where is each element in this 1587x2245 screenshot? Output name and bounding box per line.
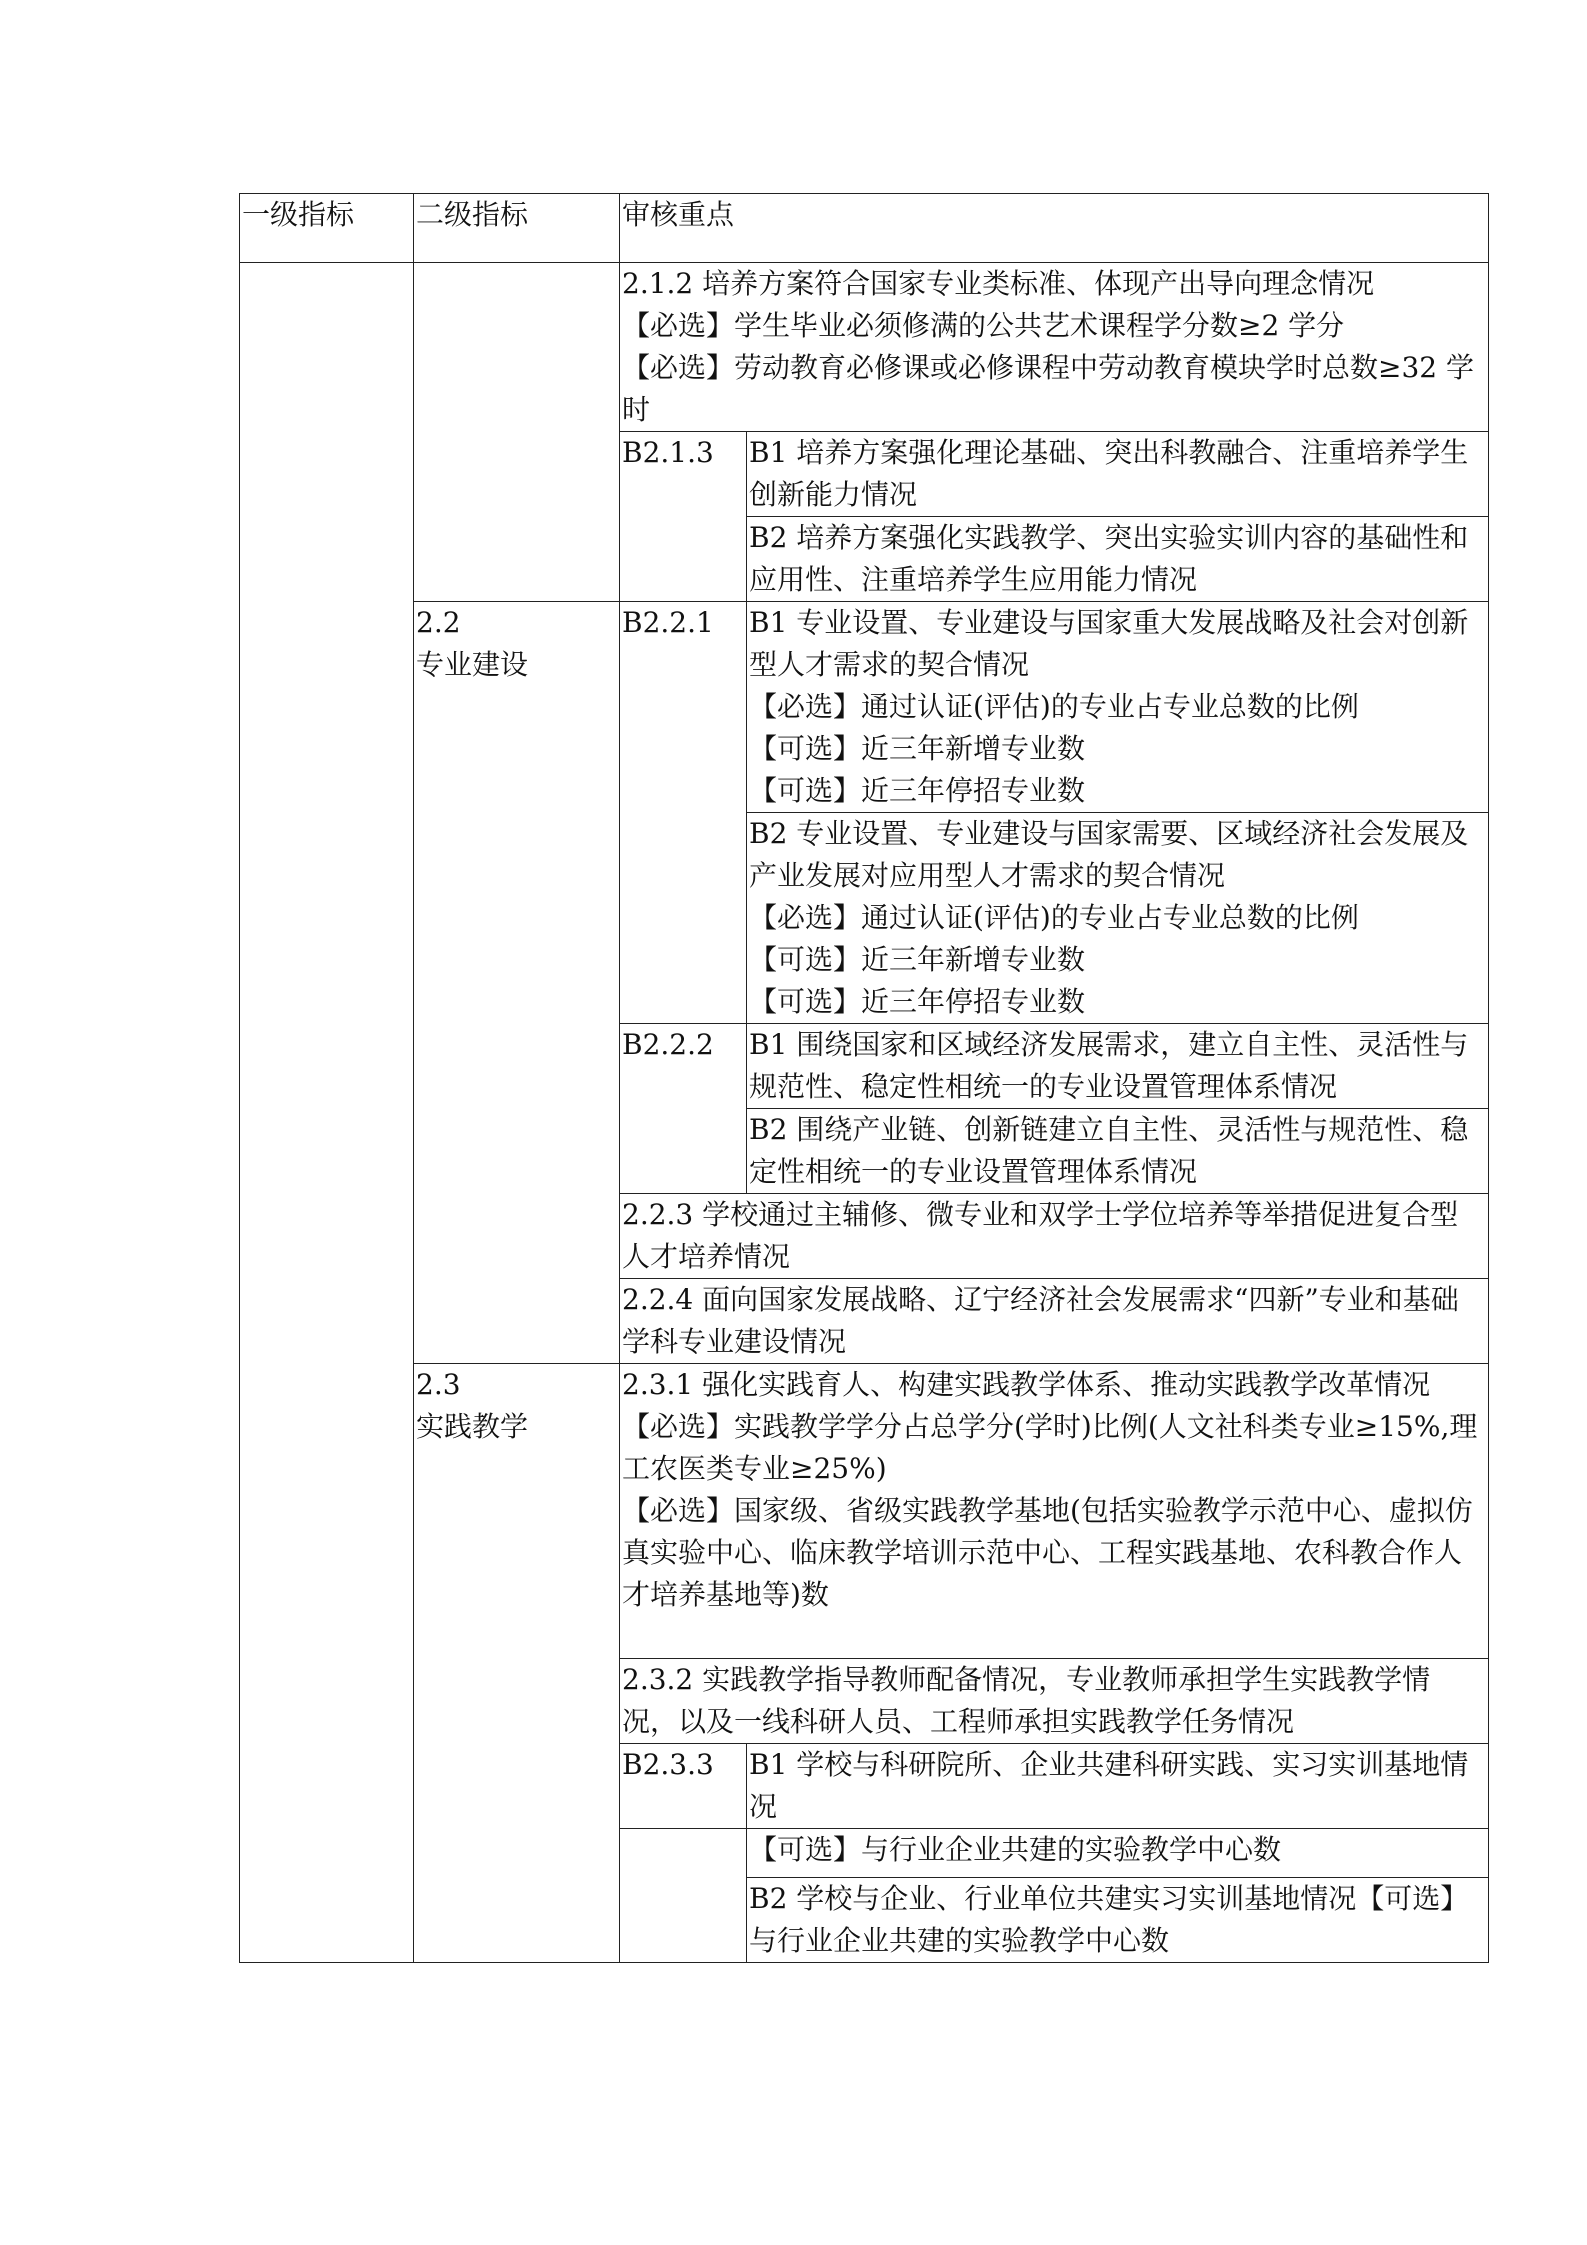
header-level2: 二级指标: [414, 194, 620, 263]
section-2-2-number: 2.2: [416, 606, 461, 639]
header-focus: 审核重点: [620, 194, 1489, 263]
code-b2-2-1: B2.2.1: [620, 602, 747, 1024]
item-b2-2-1-b1-title: B1 专业设置、专业建设与国家重大发展战略及社会对创新型人才需求的契合情况: [749, 606, 1469, 681]
level1-cell: [240, 263, 414, 1963]
header-level1: 一级指标: [240, 194, 414, 263]
item-b2-2-2-b2: B2 围绕产业链、创新链建立自主性、灵活性与规范性、稳定性相统一的专业设置管理体系情况: [747, 1109, 1489, 1194]
code-b2-3-3: B2.3.3: [620, 1744, 747, 1829]
level2-cell-2-1: [414, 263, 620, 602]
item-2-2-4: 2.2.4 面向国家发展战略、辽宁经济社会发展需求“四新”专业和基础学科专业建设情况: [620, 1279, 1489, 1364]
item-2-3-2: 2.3.2 实践教学指导教师配备情况，专业教师承担学生实践教学情况，以及一线科研人员、工程师承担实践教学任务情况: [620, 1659, 1489, 1744]
audit-criteria-table: [239, 193, 1489, 1963]
item-2-3-1: [620, 1364, 1489, 1659]
level2-cell-2-2: [414, 602, 620, 1364]
item-2-1-2-required-1: 【必选】学生毕业必须修满的公共艺术课程学分数≥2 学分: [622, 309, 1345, 342]
item-2-3-1-required-1: 【必选】实践教学学分占总学分(学时)比例(人文社科类专业≥15%,理工农医类专业≥25%): [622, 1410, 1478, 1485]
item-2-1-2-title: 2.1.2 培养方案符合国家专业类标准、体现产出导向理念情况: [622, 267, 1375, 300]
code-b2-1-3: B2.1.3: [620, 432, 747, 602]
item-2-3-1-title: 2.3.1 强化实践育人、构建实践教学体系、推动实践教学改革情况: [622, 1368, 1431, 1401]
item-2-1-2-required-2: 【必选】劳动教育必修课或必修课程中劳动教育模块学时总数≥32 学时: [622, 351, 1474, 426]
item-b2-2-1-b1: [747, 602, 1489, 813]
section-2-2-name: 专业建设: [416, 648, 529, 681]
code-b2-3-3-continued: [620, 1829, 747, 1963]
item-b2-2-1-b2-optional-2: 【可选】近三年停招专业数: [749, 985, 1086, 1018]
item-2-1-2: [620, 263, 1489, 432]
item-2-3-1-required-2: 【必选】国家级、省级实践教学基地(包括实验教学示范中心、虚拟仿真实验中心、临床教学培训示范中心、工程实践基地、农科教合作人才培养基地等)数: [622, 1494, 1473, 1611]
item-b2-3-3-b1: B1 学校与科研院所、企业共建科研实践、实习实训基地情况: [747, 1744, 1489, 1829]
item-b2-2-1-b2: [747, 813, 1489, 1024]
item-b2-2-1-b2-required: 【必选】通过认证(评估)的专业占专业总数的比例: [749, 901, 1359, 934]
table-row: [240, 1364, 1489, 1659]
table-row: [240, 602, 1489, 813]
table-header-row: [240, 194, 1489, 263]
item-b2-3-3-b2: B2 学校与企业、行业单位共建实习实训基地情况【可选】与行业企业共建的实验教学中心数: [747, 1878, 1489, 1963]
section-2-3-name: 实践教学: [416, 1410, 529, 1443]
item-b2-3-3-optional: 【可选】与行业企业共建的实验教学中心数: [747, 1829, 1489, 1878]
code-b2-2-2: B2.2.2: [620, 1024, 747, 1194]
item-b2-1-3-b2: B2 培养方案强化实践教学、突出实验实训内容的基础性和应用性、注重培养学生应用能力情况: [747, 517, 1489, 602]
item-b2-2-1-b1-required: 【必选】通过认证(评估)的专业占专业总数的比例: [749, 690, 1359, 723]
item-b2-2-2-b1: B1 围绕国家和区域经济发展需求，建立自主性、灵活性与规范性、稳定性相统一的专业设置管理体系情况: [747, 1024, 1489, 1109]
item-2-2-3: 2.2.3 学校通过主辅修、微专业和双学士学位培养等举措促进复合型人才培养情况: [620, 1194, 1489, 1279]
item-b2-2-1-b1-optional-1: 【可选】近三年新增专业数: [749, 732, 1086, 765]
item-b2-2-1-b1-optional-2: 【可选】近三年停招专业数: [749, 774, 1086, 807]
section-2-3-number: 2.3: [416, 1368, 461, 1401]
table-row: [240, 263, 1489, 432]
level2-cell-2-3: [414, 1364, 620, 1963]
item-b2-2-1-b2-title: B2 专业设置、专业建设与国家需要、区域经济社会发展及产业发展对应用型人才需求的契合情况: [749, 817, 1469, 892]
item-b2-1-3-b1: B1 培养方案强化理论基础、突出科教融合、注重培养学生创新能力情况: [747, 432, 1489, 517]
item-b2-2-1-b2-optional-1: 【可选】近三年新增专业数: [749, 943, 1086, 976]
